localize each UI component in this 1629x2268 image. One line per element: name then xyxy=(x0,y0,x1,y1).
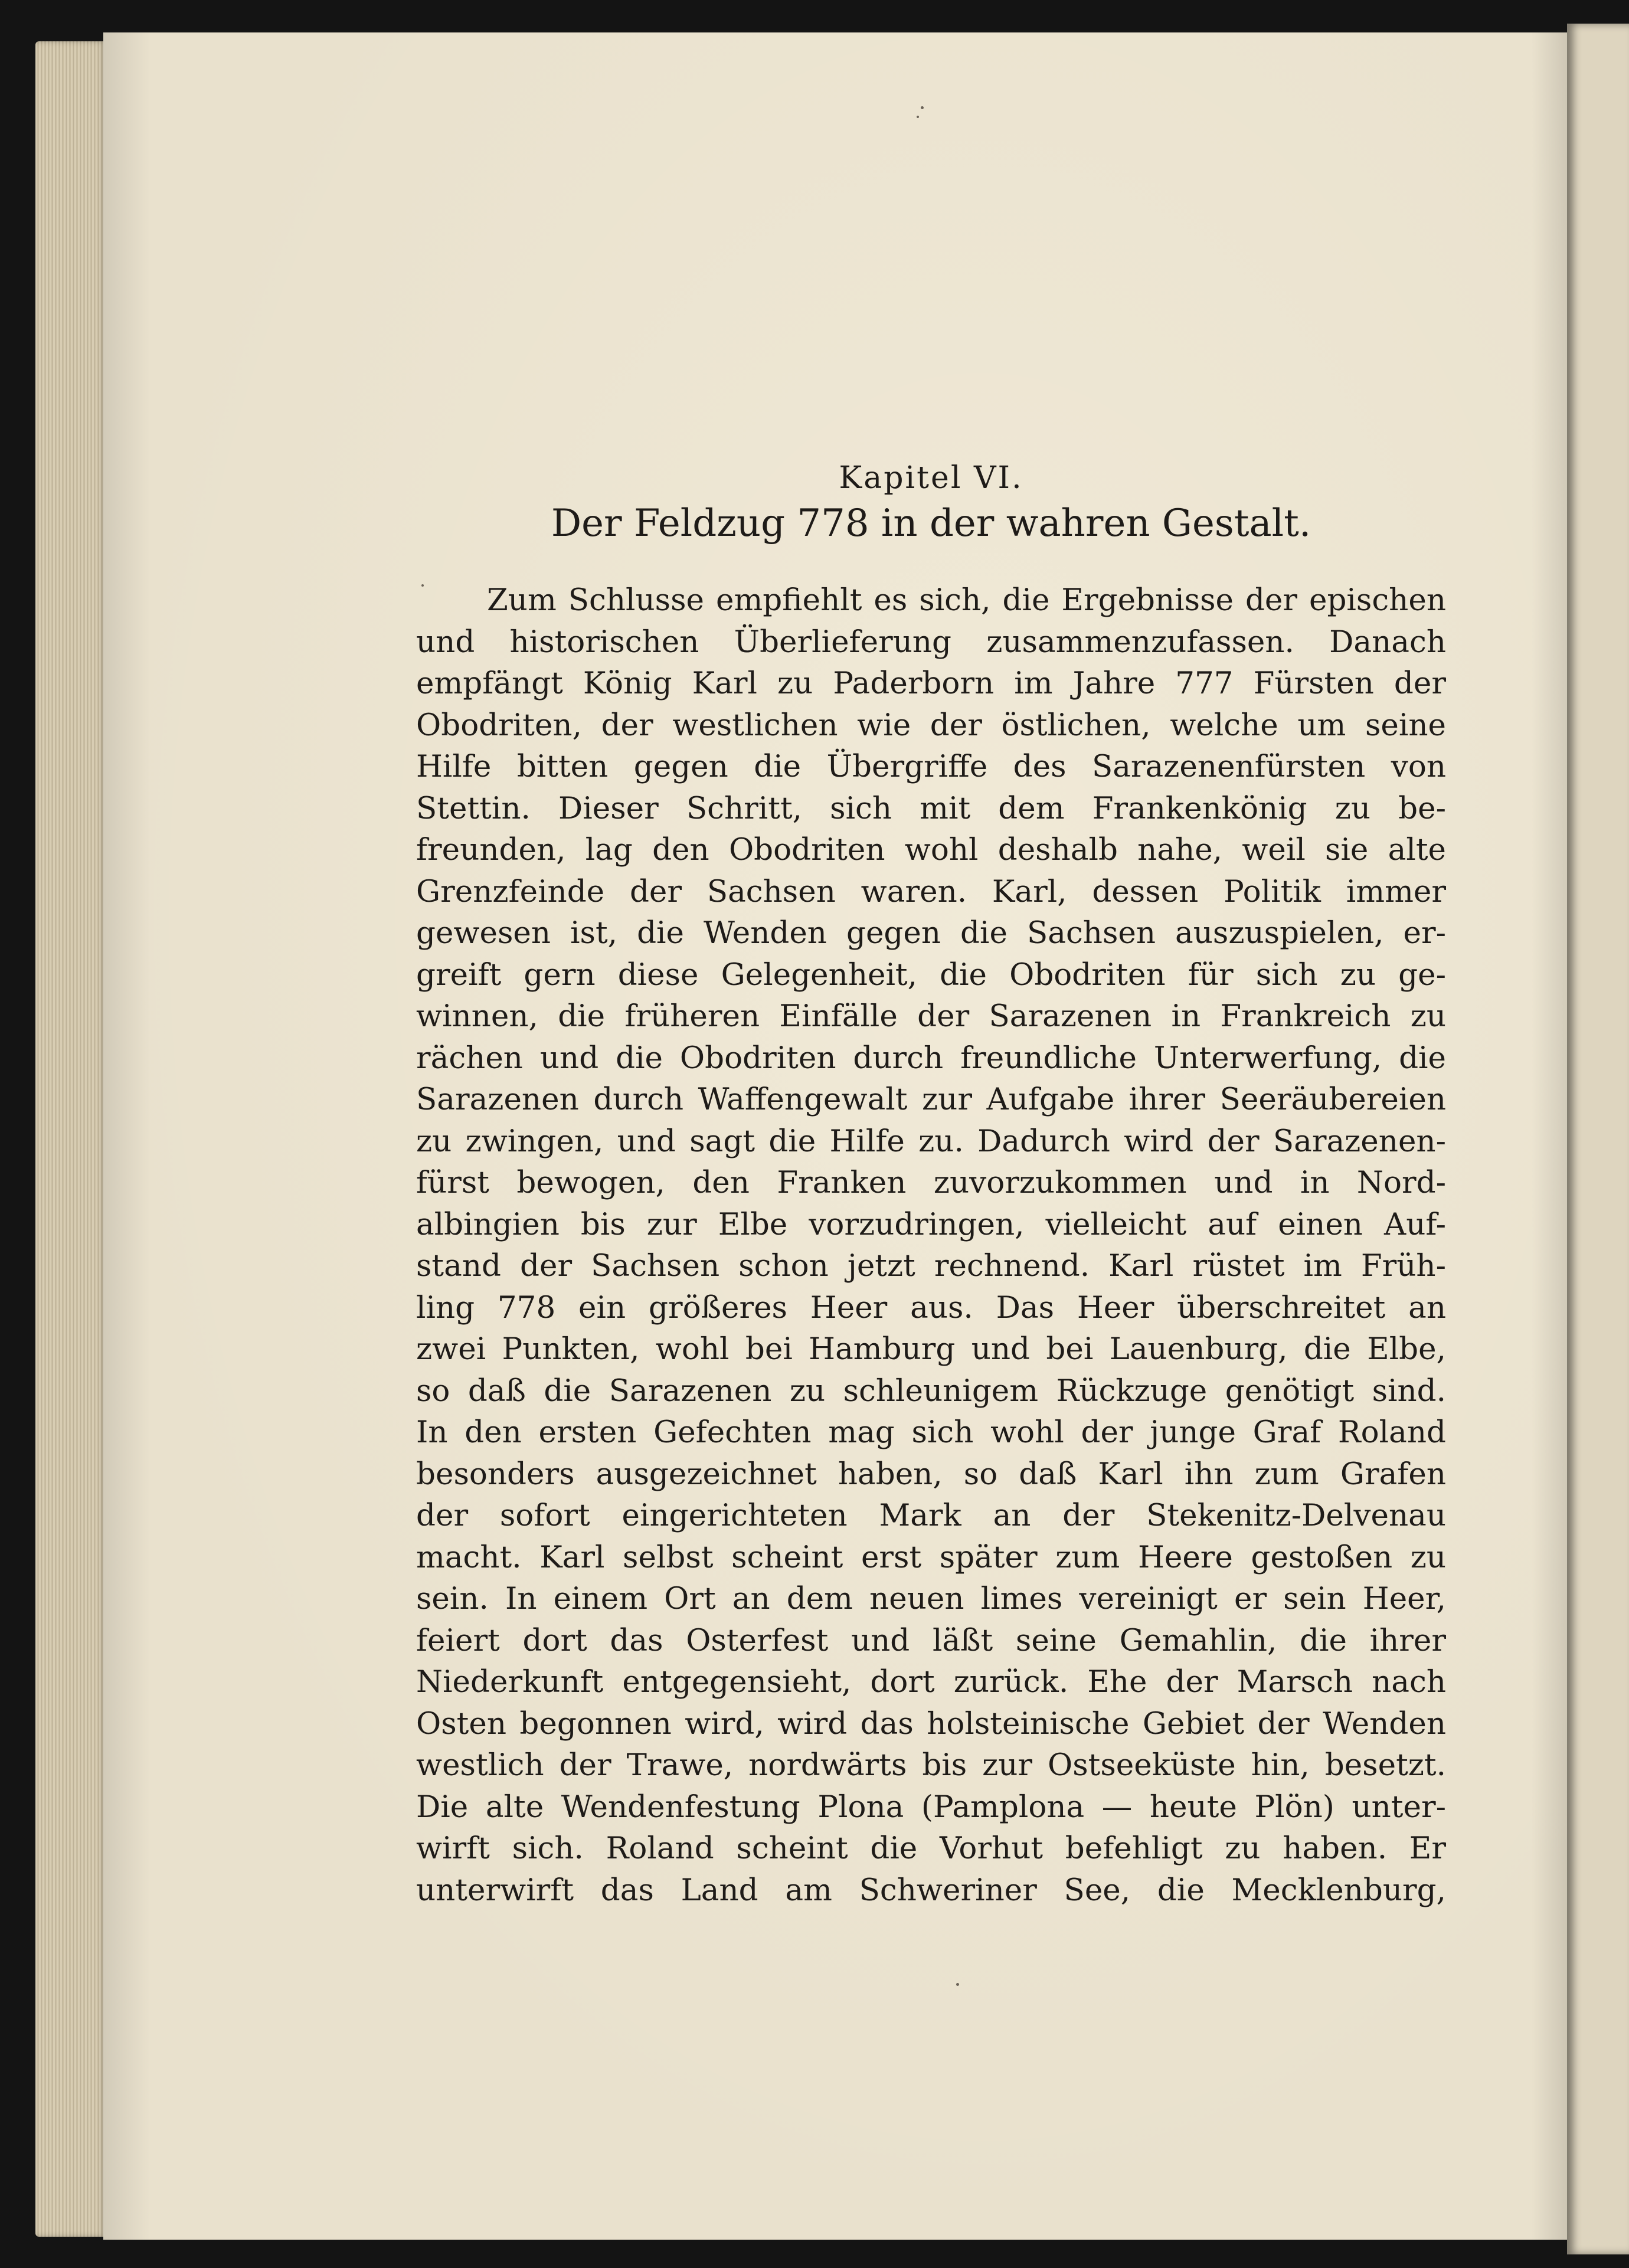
text-line: wirft sich. Roland scheint die Vorhut befehligt zu haben. Er xyxy=(416,1831,1446,1866)
show-through-text xyxy=(378,177,1440,225)
text-line: besonders ausgezeichnet haben, so daß Karl ihn zum Grafen xyxy=(416,1456,1446,1492)
chapter-label: Kapitel VI. xyxy=(839,460,1023,496)
adjacent-page-edge xyxy=(1567,24,1629,2254)
text-line: zwei Punkten, wohl bei Hamburg und bei Lauenburg, die Elbe, xyxy=(416,1331,1446,1367)
text-line: albingien bis zur Elbe vorzudringen, vielleicht auf einen Auf- xyxy=(416,1206,1446,1242)
text-line: zu zwingen, und sagt die Hilfe zu. Dadurch wird der Sarazenen- xyxy=(416,1123,1446,1159)
text-line: gewesen ist, die Wenden gegen die Sachsen auszuspielen, er- xyxy=(416,915,1446,951)
text-line: fürst bewogen, den Franken zuvorzukommen und in Nord- xyxy=(416,1165,1446,1200)
text-line: macht. Karl selbst scheint erst später zum Heere gestoßen zu xyxy=(416,1539,1446,1575)
text-line: Osten begonnen wird, wird das holsteinische Gebiet der Wenden xyxy=(416,1706,1446,1742)
book-page-edges xyxy=(35,41,106,2237)
text-line: empfängt König Karl zu Paderborn im Jahre 777 Fürsten der xyxy=(416,666,1446,701)
text-line: Grenzfeinde der Sachsen waren. Karl, dessen Politik immer xyxy=(416,873,1446,909)
text-line: greift gern diese Gelegenheit, die Obodriten für sich zu ge- xyxy=(416,957,1446,993)
text-line: Die alte Wendenfestung Plona (Pamplona — heute Plön) unter- xyxy=(416,1789,1446,1825)
page-content xyxy=(416,460,1446,1911)
text-line: freunden, lag den Obodriten wohl deshalb nahe, weil sie alte xyxy=(416,832,1446,868)
text-line: der sofort eingerichteten Mark an der Stekenitz-Delvenau xyxy=(416,1498,1446,1533)
text-line: ling 778 ein größeres Heer aus. Das Heer überschreitet an xyxy=(416,1290,1446,1326)
text-line: In den ersten Gefechten mag sich wohl der junge Graf Roland xyxy=(416,1415,1446,1450)
paper-speck xyxy=(917,116,919,118)
chapter-title: Der Feldzug 778 in der wahren Gestalt. xyxy=(551,502,1311,545)
text-line: unterwirft das Land am Schweriner See, die Mecklenburg, xyxy=(416,1872,1446,1908)
text-line: Sarazenen durch Waffengewalt zur Aufgabe ihrer Seeräubereien xyxy=(416,1082,1446,1117)
text-line: so daß die Sarazenen zu schleunigem Rückzuge genötigt sind. xyxy=(416,1373,1446,1409)
text-line: winnen, die früheren Einfälle der Sarazenen in Frankreich zu xyxy=(416,999,1446,1034)
text-line: Niederkunft entgegensieht, dort zurück. Ehe der Marsch nach xyxy=(416,1664,1446,1700)
text-line: stand der Sachsen schon jetzt rechnend. Karl rüstet im Früh- xyxy=(416,1248,1446,1284)
text-line: sein. In einem Ort an dem neuen limes vereinigt er sein Heer, xyxy=(416,1581,1446,1616)
text-line: und historischen Überlieferung zusammenzufassen. Danach xyxy=(416,624,1446,660)
text-line: Obodriten, der westlichen wie der östlichen, welche um seine xyxy=(416,707,1446,743)
text-line: Stettin. Dieser Schritt, sich mit dem Frankenkönig zu be- xyxy=(416,790,1446,826)
text-line: westlich der Trawe, nordwärts bis zur Ostseeküste hin, besetzt. xyxy=(416,1747,1446,1783)
paper-speck xyxy=(921,106,924,109)
text-line: rächen und die Obodriten durch freundliche Unterwerfung, die xyxy=(416,1040,1446,1076)
body-paragraph xyxy=(416,580,1446,1911)
text-line: Hilfe bitten gegen die Übergriffe des Sarazenenfürsten von xyxy=(416,749,1446,784)
text-line: Zum Schlusse empfiehlt es sich, die Ergebnisse der epischen xyxy=(487,582,1446,618)
paper-speck xyxy=(956,1983,959,1986)
text-line: feiert dort das Osterfest und läßt seine Gemahlin, die ihrer xyxy=(416,1622,1446,1658)
